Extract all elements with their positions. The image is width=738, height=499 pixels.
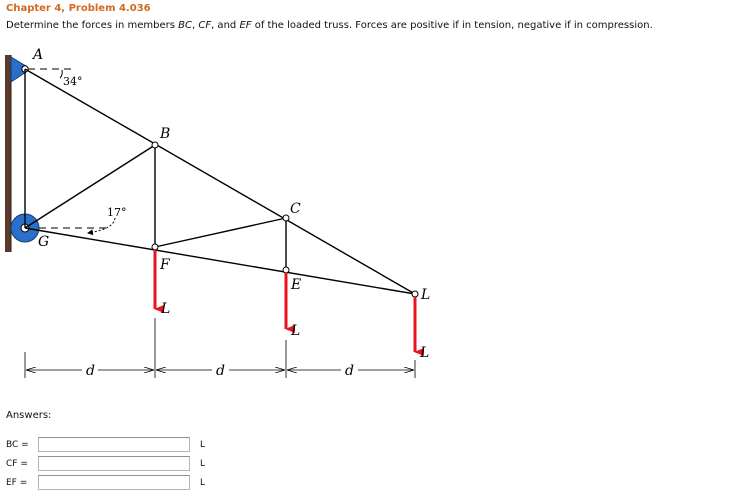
member-cf: CF <box>198 20 212 31</box>
label-a: A <box>33 47 44 63</box>
label-load-end: L <box>420 345 430 361</box>
dim-label-3: d <box>345 363 354 379</box>
label-load-f: L <box>161 301 171 317</box>
angle-label-top: 34° <box>63 75 83 88</box>
dim-label-1: d <box>86 363 95 379</box>
answer-row-cf <box>6 456 226 474</box>
angle-label-mid: 17° <box>107 206 127 219</box>
answer-unit-cf: L <box>200 459 206 469</box>
label-f: F <box>160 257 170 273</box>
answer-unit-bc: L <box>200 440 206 450</box>
answer-input-cf[interactable] <box>38 456 190 471</box>
member-bc: BC <box>178 20 192 31</box>
answer-row-bc <box>6 437 226 455</box>
answer-input-ef[interactable] <box>38 475 190 490</box>
label-e: E <box>291 277 302 293</box>
angle-arc-top <box>60 70 62 78</box>
label-b: B <box>160 126 171 142</box>
problem-statement <box>6 20 653 31</box>
dim-label-2: d <box>216 363 225 379</box>
label-c: C <box>290 201 301 217</box>
answer-input-bc[interactable] <box>38 437 190 452</box>
answer-label-bc: BC = <box>6 440 29 450</box>
truss-members <box>25 69 415 294</box>
label-g: G <box>38 234 50 250</box>
answer-unit-ef: L <box>200 478 206 488</box>
statement-sep1: , <box>191 20 199 31</box>
wall <box>5 55 11 252</box>
answers-title: Answers: <box>6 410 52 421</box>
angle-arc-mid <box>88 218 115 233</box>
problem-heading: Chapter 4, Problem 4.036 <box>6 3 151 14</box>
answer-label-cf: CF = <box>6 459 28 469</box>
label-load-e: L <box>291 323 301 339</box>
statement-sep2: , and <box>211 20 240 31</box>
label-load-tip: L <box>421 287 431 303</box>
member-ef: EF <box>239 20 252 31</box>
answer-row-ef <box>6 475 226 493</box>
statement-pre: Determine the forces in members <box>6 20 179 31</box>
answer-label-ef: EF = <box>6 478 28 488</box>
truss-figure <box>0 40 738 395</box>
statement-post: of the loaded truss. Forces are positive if in tension, negative if in compression. <box>251 20 653 31</box>
